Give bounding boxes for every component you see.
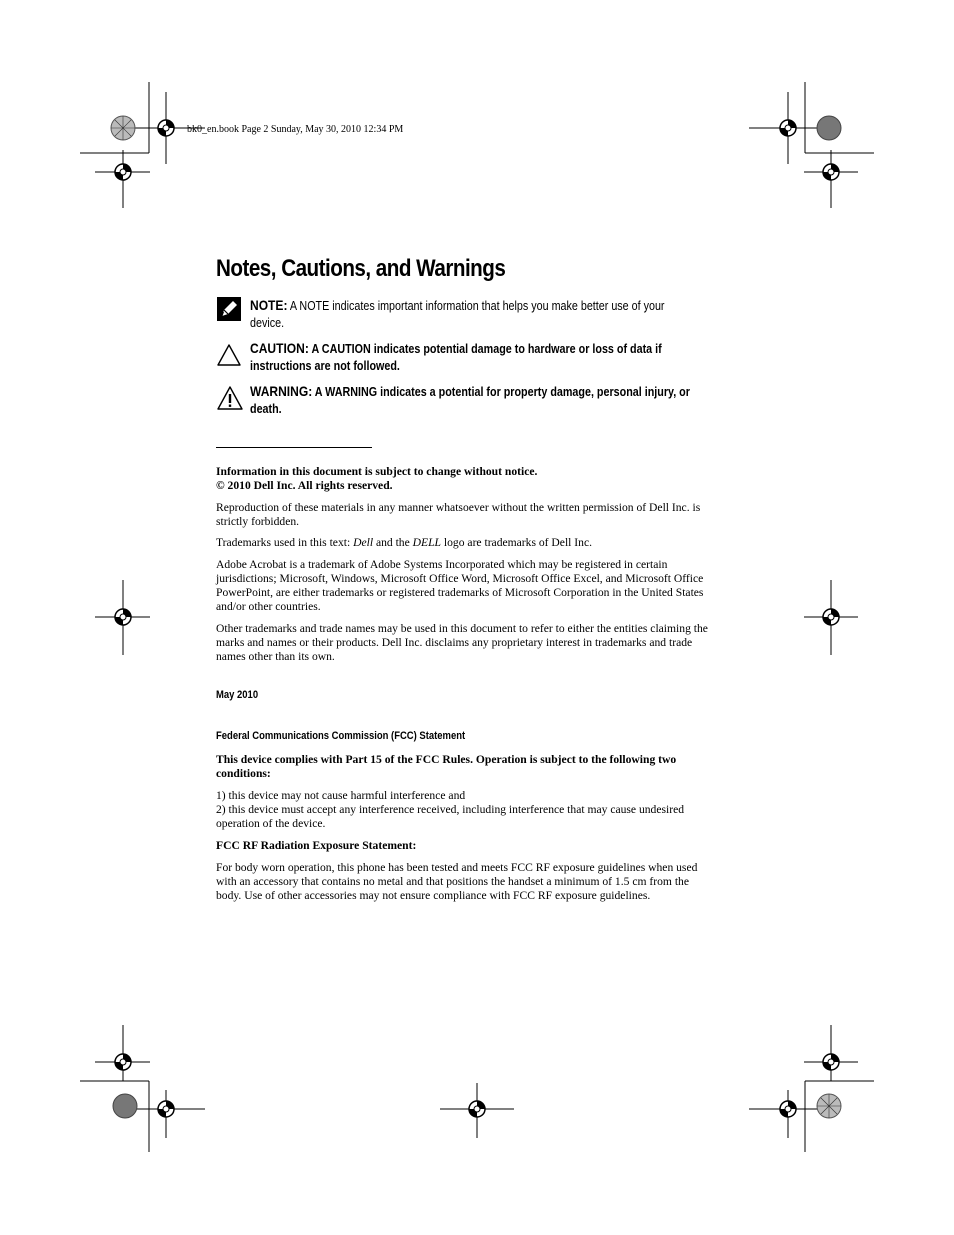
reproduction-paragraph: Reproduction of these materials in any manner whatsoever without the written permission of Dell Inc. is strictly forbidden. — [216, 501, 701, 528]
separator-rule — [216, 447, 372, 448]
warning-label: WARNING: — [250, 383, 313, 399]
trademarks-mid: and the — [373, 536, 413, 549]
trademarks-paragraph — [216, 536, 716, 550]
fcc-rf-heading: FCC RF Radiation Exposure Statement: — [216, 839, 417, 852]
page-title: Notes, Cautions, and Warnings — [216, 255, 506, 282]
caution-label: CAUTION: — [250, 340, 309, 356]
trademarks-suffix: logo are trademarks of Dell Inc. — [441, 536, 592, 549]
trademark-dell-logo: DELL — [412, 536, 442, 549]
caution-triangle-icon — [216, 343, 242, 367]
fcc-condition-2: 2) this device must accept any interference received, including interference that may cause undesired operation of the device. — [216, 803, 685, 830]
fcc-conditions — [216, 789, 716, 831]
book-page-info: bk0_en.book Page 2 Sunday, May 30, 2010 12:34 PM — [187, 124, 404, 135]
trademark-dell: Dell — [353, 536, 374, 549]
trademarks-prefix: Trademarks used in this text: — [216, 536, 354, 549]
publication-date: May 2010 — [216, 689, 259, 701]
warning-block — [250, 383, 697, 418]
fcc-rf-text: For body worn operation, this phone has been tested and meets FCC RF exposure guidelines when used with an accessory that contains no metal and that positions the handset a minimum of 1.5 cm from the body. Use of other accessories may not ensure compliance with FCC RF exposure guidelines. — [216, 861, 698, 902]
legal-change-notice: Information in this document is subject to change without notice. — [216, 465, 538, 478]
note-label: NOTE: — [250, 297, 288, 313]
fcc-intro: This device complies with Part 15 of the FCC Rules. Operation is subject to the following two conditions: — [216, 753, 677, 780]
caution-block — [250, 340, 697, 375]
copyright-line: © 2010 Dell Inc. All rights reserved. — [216, 479, 393, 492]
other-trademarks-paragraph: Other trademarks and trade names may be used in this document to refer to either the entities claiming the marks and names or their products. Dell Inc. disclaims any proprietary interest in trademarks and trade names other than its own. — [216, 622, 708, 663]
fcc-condition-1: 1) this device may not cause harmful interference and — [216, 789, 466, 802]
adobe-paragraph: Adobe Acrobat is a trademark of Adobe Systems Incorporated which may be registered in certain jurisdictions; Microsoft, Windows, Microsoft Office Word, Microsoft Office Excel, and Microsoft Office PowerPoint, are either trademarks or registered trademarks of Microsoft Corporation in the United States and/or other countries. — [216, 558, 704, 613]
caution-text: A CAUTION indicates potential damage to hardware or loss of data if instructions are not followed. — [250, 342, 662, 373]
warning-triangle-exclamation-icon — [216, 385, 244, 411]
note-pencil-icon — [217, 297, 241, 321]
note-text: A NOTE indicates important information that helps you make better use of your device. — [250, 299, 665, 330]
fcc-heading: Federal Communications Commission (FCC) Statement — [216, 730, 466, 742]
crop-marks — [60, 82, 874, 1152]
legal-notice — [216, 465, 716, 493]
note-block — [250, 297, 697, 332]
warning-text: A WARNING indicates a potential for property damage, personal injury, or death. — [250, 385, 690, 416]
